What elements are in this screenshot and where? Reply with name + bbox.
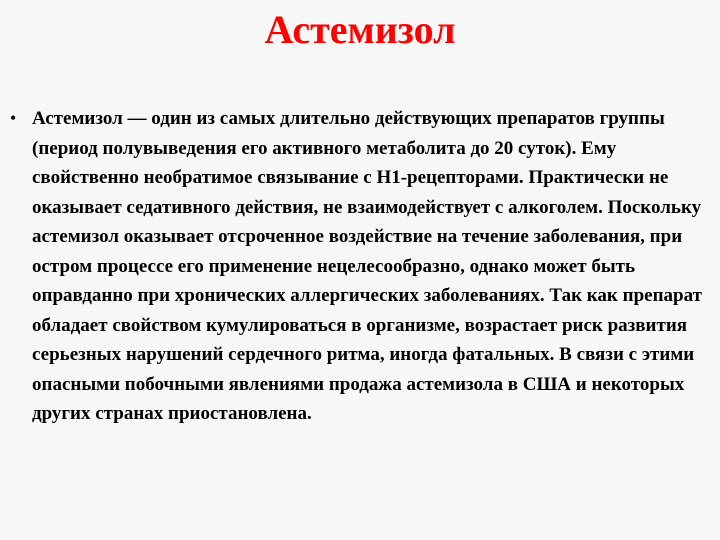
bullet-text: Астемизол — один из самых длительно действующих препаратов группы (период полувыведения его активного метаболита до 20 суток). Ему свойственно необратимое связывание с Н1-рецепторами. Практически не оказывает седативного действия, не взаимодействует с алкоголем. Поскольку астемизол оказывает отсроченное воздействие на течение заболевания, при остром процессе его применение нецелесообразно, однако может быть оправданно при хронических аллергических заболеваниях. Так как препарат обладает свойством кумулироваться в организме, возрастает риск развития серьезных нарушений сердечного ритма, иногда фатальных. В связи с этими опасными побочными явлениями продажа астемизола в США и некоторых других странах приостановлена. bbox=[32, 108, 702, 424]
slide-content bbox=[6, 104, 706, 429]
slide-title: Астемизол bbox=[264, 7, 456, 52]
bullet-item bbox=[6, 104, 706, 429]
bullet-marker: • bbox=[10, 108, 17, 128]
